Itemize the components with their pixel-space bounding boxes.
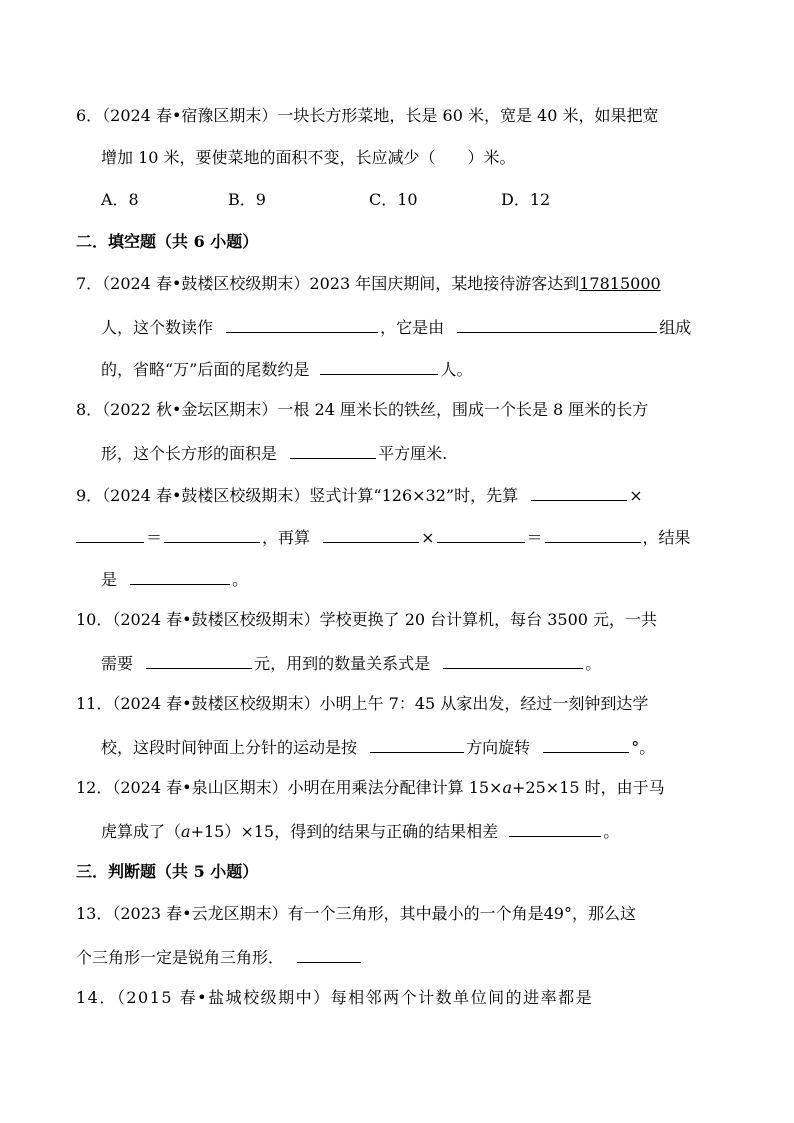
q7-text: 人，这个数读作 [101, 318, 214, 337]
q6-option-a[interactable]: A．8 [101, 190, 139, 209]
q7-text: 的，省略“万”后面的尾数约是 [101, 360, 310, 379]
q10-text: 元，用到的数量关系式是 [254, 654, 431, 673]
q11-text: 方向旋转 [466, 738, 531, 757]
q6-options [101, 190, 701, 210]
q6-line-2: 增加 10 米，要使菜地的面积不变，长应减少（ ）米。 [101, 148, 516, 167]
q9-line-3 [101, 568, 248, 588]
q9-blank-3[interactable] [164, 526, 260, 543]
q9-blank-6[interactable] [545, 526, 641, 543]
q7-blank-approx[interactable] [320, 358, 438, 375]
q9-times-sign: × [629, 486, 643, 505]
section-3-heading: 三．判断题（共 5 小题） [76, 862, 259, 881]
q10-blank-relation[interactable] [443, 652, 583, 669]
q12-text: +15）×15，得到的结果与正确的结果相差 [190, 822, 499, 841]
q12-text: 虎算成了（ [101, 822, 182, 841]
q9-text: 。 [232, 570, 249, 589]
q7-text: 7．（2024 春•鼓楼区校级期末）2023 年国庆期间，某地接待游客达到 [76, 274, 580, 293]
q9-equals-sign: ＝ [526, 528, 543, 547]
q8-text: 平方厘米. [378, 444, 448, 463]
q12-blank-difference[interactable] [509, 820, 601, 837]
q11-text: °。 [631, 738, 656, 757]
q11-blank-direction[interactable] [370, 736, 464, 753]
q7-text: ，它是由 [380, 318, 445, 337]
q8-line-1: 8．（2022 秋•金坛区期末）一根 24 厘米长的铁丝，围成一个长是 8 厘米的长方 [76, 400, 649, 419]
q9-text: 9．（2024 春•鼓楼区校级期末）竖式计算“126×32”时，先算 [76, 486, 519, 505]
q11-text: 校，这段时间钟面上分针的运动是按 [101, 738, 358, 757]
q8-text: 形，这个长方形的面积是 [101, 444, 278, 463]
q12-text: 。 [603, 822, 620, 841]
q7-line-1 [76, 274, 661, 294]
q9-blank-2[interactable] [76, 526, 144, 543]
q9-blank-5[interactable] [437, 526, 525, 543]
q11-blank-degrees[interactable] [543, 736, 629, 753]
q12-variable-a: a [502, 778, 513, 797]
q10-blank-total[interactable] [146, 652, 252, 669]
q7-blank-reading[interactable] [226, 316, 378, 333]
q12-line-1 [76, 778, 665, 798]
section-2-heading: 二．填空题（共 6 小题） [76, 232, 259, 251]
q6-option-b[interactable]: B．9 [228, 190, 266, 209]
q7-text: 组成 [659, 318, 692, 337]
q7-line-3 [101, 358, 472, 378]
q12-line-2 [101, 820, 619, 840]
q7-number: 17815000 [579, 274, 661, 293]
q9-times-sign: × [421, 528, 435, 547]
q9-blank-result[interactable] [130, 568, 230, 585]
q9-line-1 [76, 484, 643, 504]
q7-text: 人。 [440, 360, 473, 379]
q6-option-d[interactable]: D．12 [501, 190, 551, 209]
q9-equals-sign: ＝ [146, 528, 163, 547]
q10-line-2 [101, 652, 601, 672]
q10-text: 。 [585, 654, 602, 673]
q10-text: 需要 [101, 654, 134, 673]
q9-text: ，再算 [262, 528, 311, 547]
q11-line-2 [101, 736, 655, 756]
q12-variable-a: a [181, 822, 191, 841]
q8-line-2 [101, 442, 447, 462]
q12-text: 12．（2024 春•泉山区期末）小明在用乘法分配律计算 15× [76, 778, 503, 797]
q7-blank-composition[interactable] [457, 316, 657, 333]
q13-line-2 [76, 946, 361, 966]
q9-text: 是 [101, 570, 118, 589]
q13-text: 个三角形一定是锐角三角形． [76, 948, 285, 967]
q6-line-1: 6．（2024 春•宿豫区期末）一块长方形菜地，长是 60 米，宽是 40 米，如果把宽 [76, 106, 659, 125]
q9-line-2 [76, 526, 691, 546]
q9-blank-1[interactable] [531, 484, 627, 501]
q7-line-2 [101, 316, 691, 336]
q6-option-c[interactable]: C．10 [369, 190, 418, 209]
q11-line-1: 11．（2024 春•鼓楼区校级期末）小明上午 7：45 从家出发，经过一刻钟到达学 [76, 694, 649, 713]
q8-blank-area[interactable] [290, 442, 376, 459]
q9-blank-4[interactable] [323, 526, 419, 543]
q10-line-1: 10．（2024 春•鼓楼区校级期末）学校更换了 20 台计算机，每台 3500 元，一共 [76, 610, 658, 629]
q9-text: ，结果 [642, 528, 691, 547]
q14-line-1: 14．（2015 春•盐城校级期中）每相邻两个计数单位间的进率都是 [76, 988, 594, 1007]
q13-blank-judgement[interactable] [297, 946, 361, 963]
q13-line-1: 13．（2023 春•云龙区期末）有一个三角形，其中最小的一个角是49°，那么这 [76, 904, 636, 923]
q12-text: +25×15 时，由于马 [512, 778, 665, 797]
